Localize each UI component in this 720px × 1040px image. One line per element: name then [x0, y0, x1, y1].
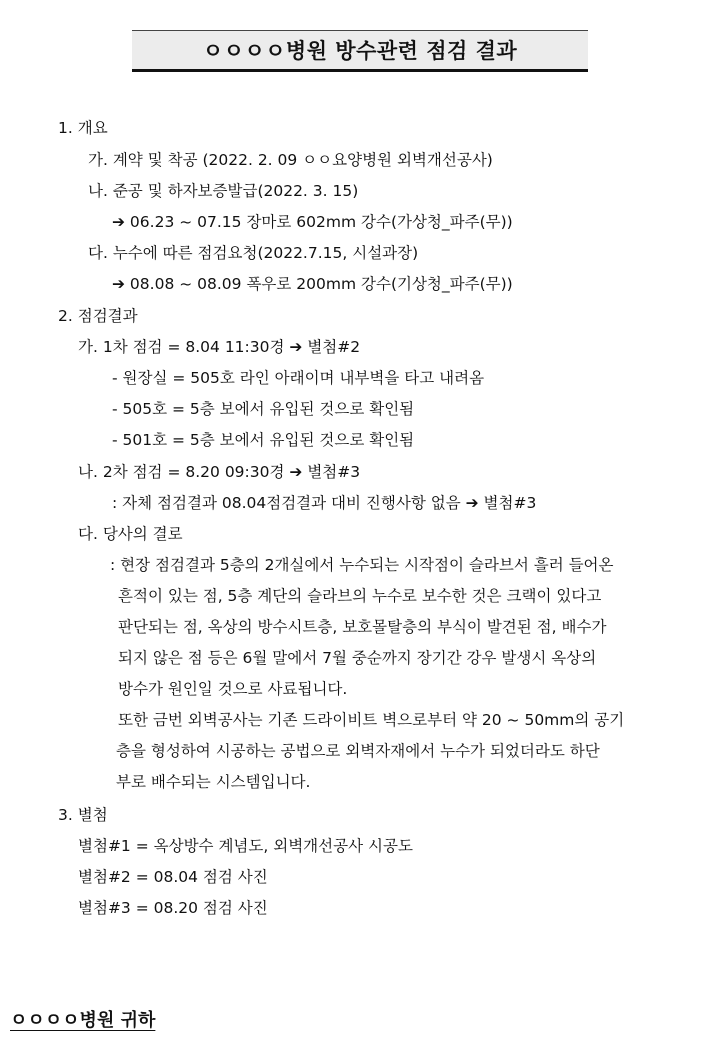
second-inspection-text: 나. 2차 점검 = 8.20 09:30경 [78, 463, 290, 481]
conclusion-line: : 현장 점검결과 5층의 2개실에서 누수되는 시작점이 슬라브서 흘러 들어온 [110, 556, 614, 574]
conclusion-line: 부로 배수되는 시스템입니다. [116, 773, 311, 791]
rainfall-text-1: 06.23 ~ 07.15 장마로 602mm 강수(가상청_파주(무)) [125, 213, 513, 231]
conclusion-line: 판단되는 점, 옥상의 방수시트층, 보호몰탈층의 부식이 발견된 점, 배수가 [118, 618, 607, 636]
section-3-heading: 3. 별첨 [58, 806, 108, 824]
conclusion-heading: 다. 당사의 결로 [78, 525, 183, 543]
arrow-icon: ➔ [289, 463, 303, 481]
first-inspection-item: - 501호 = 5층 보에서 유입된 것으로 확인됨 [112, 431, 415, 449]
first-inspection-item: - 원장실 = 505호 라인 아래이며 내부벽을 타고 내려옴 [112, 369, 485, 387]
completion-line: 나. 준공 및 하자보증발급(2022. 3. 15) [88, 182, 359, 200]
arrow-icon: ➔ [112, 213, 125, 231]
section-2-heading: 2. 점검결과 [58, 307, 138, 325]
first-inspection-line [78, 337, 360, 357]
first-inspection-item: - 505호 = 5층 보에서 유입된 것으로 확인됨 [112, 400, 415, 418]
document-title: ㅇㅇㅇㅇ병원 방수관련 점검 결과 [132, 30, 588, 72]
inspection-request-line: 다. 누수에 따른 점검요청(2022.7.15, 시설과장) [88, 244, 419, 262]
rainfall-text-2: 08.08 ~ 08.09 폭우로 200mm 강수(기상청_파주(무)) [125, 275, 513, 293]
attachment-item: 별첨#3 = 08.20 점검 사진 [78, 899, 268, 917]
section-1-heading: 1. 개요 [58, 119, 108, 137]
recipient-footer: ㅇㅇㅇㅇ병원 귀하 [10, 1010, 156, 1031]
first-inspection-text: 가. 1차 점검 = 8.04 11:30경 [78, 338, 290, 356]
conclusion-line: 되지 않은 점 등은 6월 말에서 7월 중순까지 장기간 강우 발생시 옥상의 [118, 649, 597, 667]
conclusion-line: 흔적이 있는 점, 5층 계단의 슬라브의 누수로 보수한 것은 크랙이 있다고 [118, 587, 602, 605]
rainfall-line-2 [112, 274, 513, 294]
second-inspection-attachment: 별첨#3 [302, 463, 361, 481]
arrow-icon: ➔ [465, 494, 479, 512]
second-inspection-detail-text: : 자체 점검결과 08.04점검결과 대비 진행사항 없음 [112, 494, 466, 512]
conclusion-line: 또한 금번 외벽공사는 기존 드라이비트 벽으로부터 약 20 ~ 50mm의 공기 [118, 711, 625, 729]
second-inspection-line [78, 462, 360, 482]
rainfall-line-1 [112, 212, 513, 232]
arrow-icon: ➔ [112, 275, 125, 293]
first-inspection-attachment: 별첨#2 [302, 338, 361, 356]
conclusion-line: 방수가 원인일 것으로 사료됩니다. [118, 680, 348, 698]
attachment-item: 별첨#2 = 08.04 점검 사진 [78, 868, 268, 886]
second-inspection-detail [112, 493, 536, 513]
arrow-icon: ➔ [289, 338, 303, 356]
contract-line: 가. 계약 및 착공 (2022. 2. 09 ㅇㅇ요양병원 외벽개선공사) [88, 151, 493, 169]
conclusion-line: 층을 형성하여 시공하는 공법으로 외벽자재에서 누수가 되었더라도 하단 [116, 742, 600, 760]
attachment-item: 별첨#1 = 옥상방수 계념도, 외벽개선공사 시공도 [78, 837, 413, 855]
second-inspection-detail-attachment: 별첨#3 [478, 494, 537, 512]
